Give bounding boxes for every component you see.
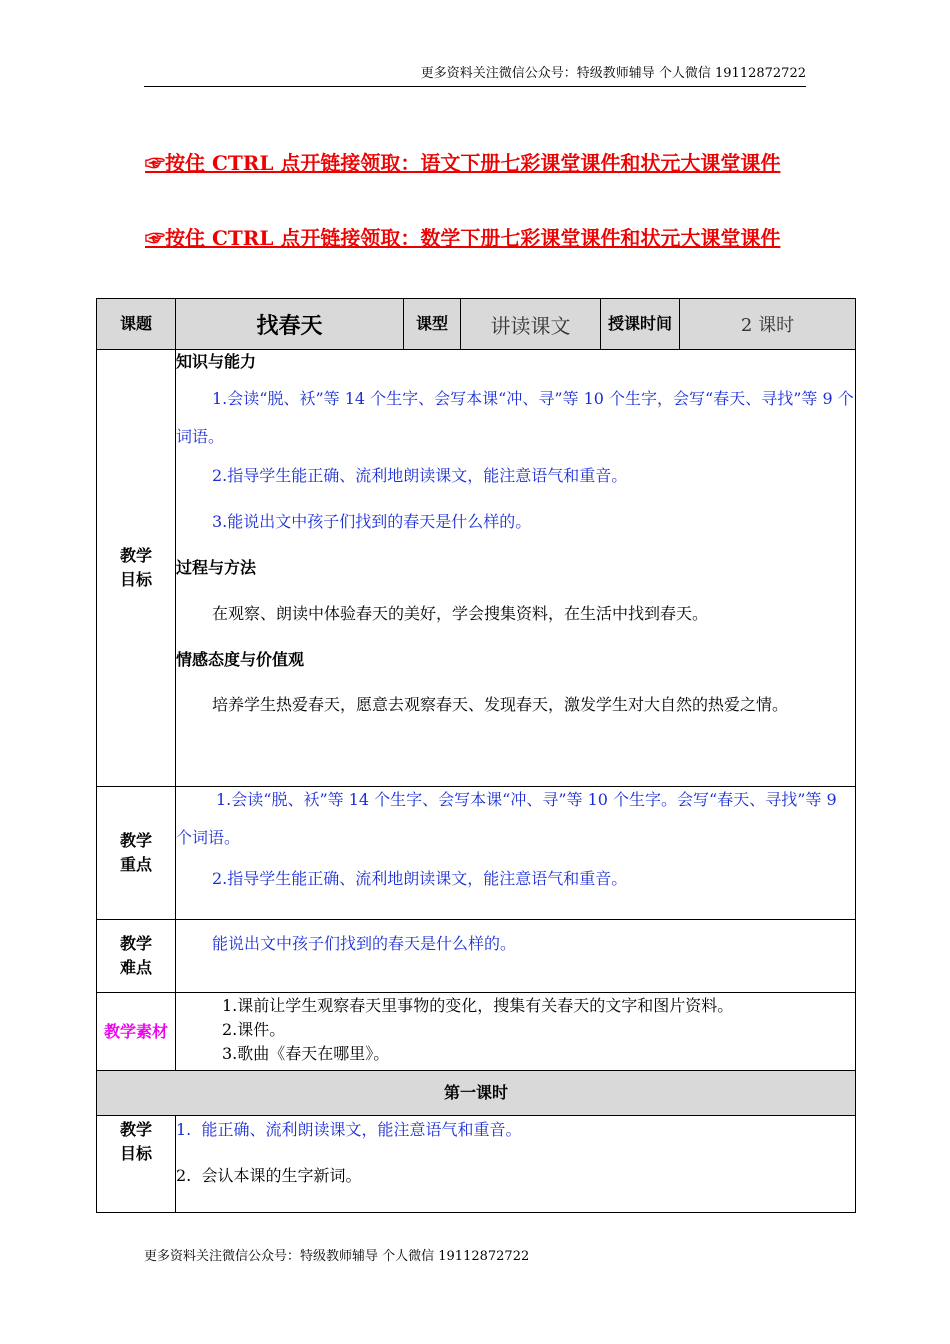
lesson-goals-content — [176, 1116, 856, 1213]
goals-heading-process: 过程与方法 — [176, 558, 257, 577]
materials-label-text: 教学素材 — [104, 1021, 169, 1041]
key-points-row — [97, 787, 856, 920]
materials-content — [176, 993, 856, 1071]
goals-label-text: 教学目标 — [119, 546, 152, 589]
difficulty-row — [97, 920, 856, 993]
lesson-goals-item-2: 2. 会认本课的生字新词。 — [176, 1166, 362, 1185]
time-label: 授课时间 — [601, 299, 680, 350]
materials-item-2: 2.课件。 — [222, 1020, 286, 1039]
lesson-goals-row — [97, 1116, 856, 1213]
goals-heading-knowledge: 知识与能力 — [176, 352, 257, 371]
section-title: 第一课时 — [97, 1071, 856, 1116]
goals-row — [97, 350, 856, 787]
materials-item-3: 3.歌曲《春天在哪里》。 — [222, 1044, 390, 1063]
goals-content — [176, 350, 856, 787]
materials-item-1: 1.课前让学生观察春天里事物的变化，搜集有关春天的文字和图片资料。 — [222, 996, 734, 1015]
difficulty-label-text: 教学难点 — [119, 934, 152, 977]
difficulty-text: 能说出文中孩子们找到的春天是什么样的。 — [212, 934, 517, 953]
goals-item-2: 2.指导学生能正确、流利地朗读课文，能注意语气和重音。 — [212, 466, 628, 485]
key-points-label-text: 教学重点 — [119, 831, 152, 874]
goals-heading-emotion: 情感态度与价值观 — [176, 650, 305, 669]
promo-link-math[interactable]: ☞按住 CTRL 点开链接领取：数学下册七彩课堂课件和状元大课堂课件 — [145, 226, 781, 250]
page-footer: 更多资料关注微信公众号：特级教师辅导 个人微信 19112872722 — [144, 1249, 530, 1264]
lesson-goals-label — [97, 1116, 176, 1213]
goals-item-3: 3.能说出文中孩子们找到的春天是什么样的。 — [212, 512, 532, 531]
lesson-goals-item-1: 1. 能正确、流利朗读课文，能注意语气和重音。 — [176, 1120, 522, 1139]
type-value: 讲读课文 — [461, 299, 601, 350]
lesson-plan-table — [96, 298, 856, 1213]
topic-label: 课题 — [97, 299, 176, 350]
goals-process-text: 在观察、朗读中体验春天的美好，学会搜集资料，在生活中找到春天。 — [212, 604, 709, 623]
goals-item-1: 1.会读“脱、袄”等 14 个生字、会写本课“冲、寻”等 10 个生字，会写“春天、寻找”等 9 个词语。 — [176, 389, 854, 446]
key-item-1: 1.会读“脱、袄”等 14 个生字、会写本课“冲、寻”等 10 个生字。会写“春天、寻找”等 9 个词语。 — [176, 790, 837, 847]
materials-label — [97, 993, 176, 1071]
key-points-label — [97, 787, 176, 920]
materials-row — [97, 993, 856, 1071]
page-header — [144, 64, 806, 87]
difficulty-label — [97, 920, 176, 993]
promo-link-chinese[interactable]: ☞按住 CTRL 点开链接领取：语文下册七彩课堂课件和状元大课堂课件 — [145, 151, 781, 175]
header-row — [97, 299, 856, 350]
key-item-2: 2.指导学生能正确、流利地朗读课文，能注意语气和重音。 — [212, 869, 628, 888]
header-text: 更多资料关注微信公众号：特级教师辅导 个人微信 19112872722 — [420, 66, 806, 81]
section-row — [97, 1071, 856, 1116]
difficulty-content — [176, 920, 856, 993]
key-points-content — [176, 787, 856, 920]
goals-label — [97, 350, 176, 787]
lesson-goals-label-text: 教学目标 — [119, 1120, 152, 1163]
time-value: 2 课时 — [680, 299, 856, 350]
topic-value: 找春天 — [176, 299, 404, 350]
goals-emotion-text: 培养学生热爱春天，愿意去观察春天、发现春天，激发学生对大自然的热爱之情。 — [212, 695, 789, 714]
type-label: 课型 — [404, 299, 461, 350]
